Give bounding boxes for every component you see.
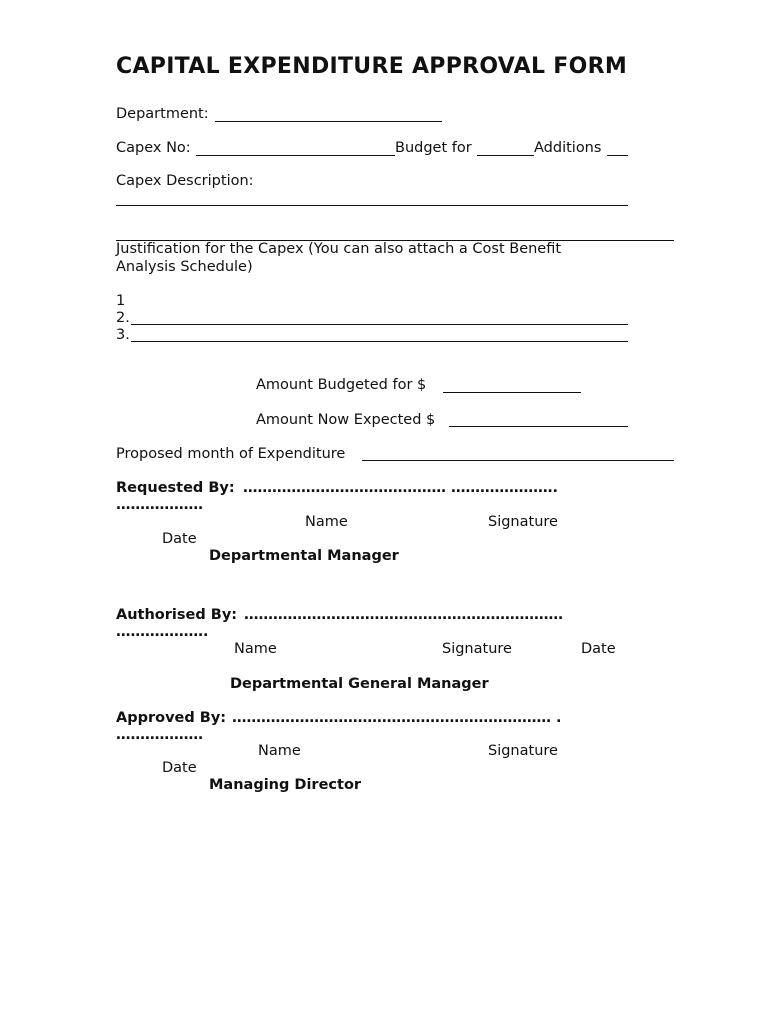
approved-by-label: Approved By: (116, 710, 227, 726)
form-title: CAPITAL EXPENDITURE APPROVAL FORM (116, 54, 628, 79)
authorised-date-label: Date (581, 641, 616, 657)
requested-by-dotted-field-cont[interactable]: ……………… (116, 497, 203, 513)
requested-date-label: Date (162, 531, 197, 547)
approved-signature-label: Signature (488, 743, 558, 759)
justification-item-1-label: 1 (116, 293, 126, 309)
budget-for-label: Budget for (395, 140, 472, 156)
requested-signature-label: Signature (488, 514, 558, 530)
department-field[interactable] (215, 121, 442, 122)
justification-label-line2: Analysis Schedule) (116, 259, 253, 275)
amount-budgeted-field[interactable] (443, 392, 581, 393)
capex-no-label: Capex No: (116, 140, 191, 156)
approved-name-label: Name (258, 743, 301, 759)
approved-role: Managing Director (209, 777, 362, 793)
amount-expected-field[interactable] (449, 426, 628, 427)
capex-description-field-1[interactable] (116, 205, 628, 206)
proposed-month-field[interactable] (362, 460, 674, 461)
amount-expected-label: Amount Now Expected $ (256, 412, 436, 428)
authorised-role: Departmental General Manager (230, 676, 489, 692)
additions-field[interactable] (607, 155, 628, 156)
approved-by-dotted-field[interactable]: ………………………………………………………… . (232, 710, 562, 726)
department-label: Department: (116, 106, 209, 122)
capex-no-field[interactable] (196, 155, 395, 156)
authorised-signature-label: Signature (442, 641, 512, 657)
requested-name-label: Name (305, 514, 348, 530)
approved-date-label: Date (162, 760, 197, 776)
authorised-by-dotted-field[interactable]: ………………………………………………………… (244, 607, 563, 623)
authorised-name-label: Name (234, 641, 277, 657)
authorised-by-dotted-field-cont[interactable]: ………………. (116, 624, 209, 640)
justification-item-2-field[interactable] (131, 324, 628, 325)
additions-label: Additions (534, 140, 602, 156)
justification-item-2-label: 2. (116, 310, 130, 326)
justification-item-3-label: 3. (116, 327, 130, 343)
budget-for-field[interactable] (477, 155, 534, 156)
capex-description-label: Capex Description: (116, 173, 254, 189)
justification-item-3-field[interactable] (131, 341, 628, 342)
amount-budgeted-label: Amount Budgeted for $ (256, 377, 427, 393)
justification-label-line1: Justification for the Capex (You can also attach a Cost Benefit (116, 241, 562, 257)
requested-role: Departmental Manager (209, 548, 399, 564)
authorised-by-label: Authorised By: (116, 607, 238, 623)
approved-by-dotted-field-cont[interactable]: ……………… (116, 727, 203, 743)
requested-by-label: Requested By: (116, 480, 235, 496)
requested-by-dotted-field[interactable]: …………………………………… …………………. (243, 480, 559, 496)
proposed-month-label: Proposed month of Expenditure (116, 446, 346, 462)
